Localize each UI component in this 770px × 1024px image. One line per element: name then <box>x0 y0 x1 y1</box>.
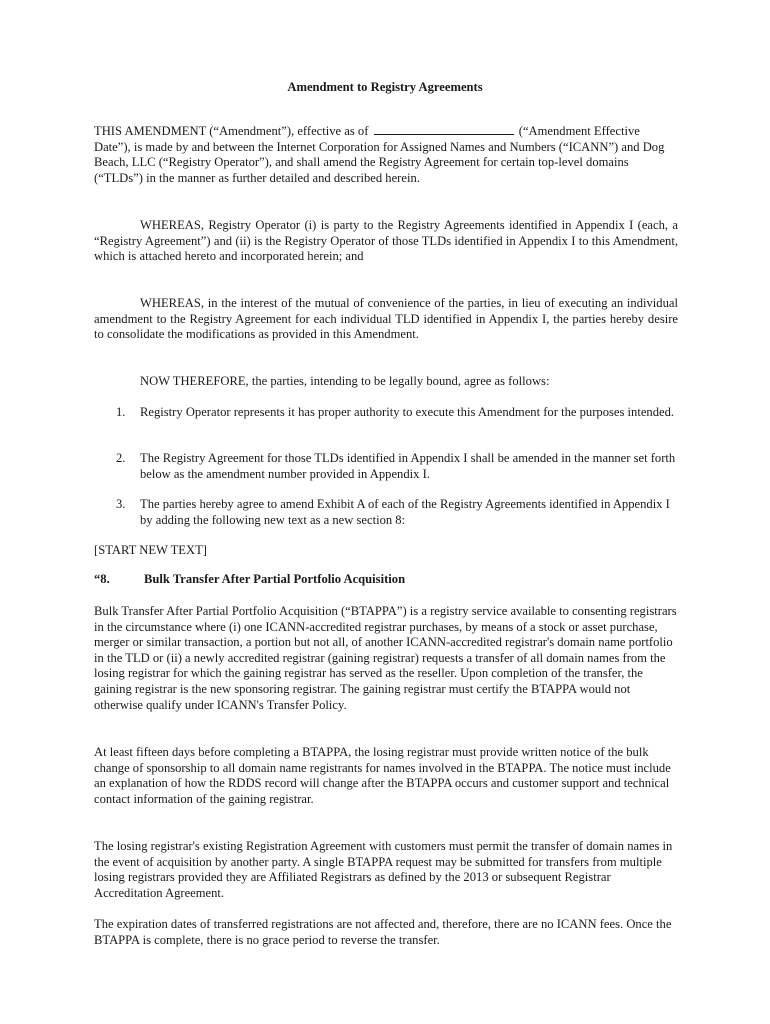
item-number: 1. <box>116 405 126 419</box>
item-text: The parties hereby agree to amend Exhibit A of each of the Registry Agreements identified in Appendix I by adding the following new text as a new section 8: <box>140 497 670 527</box>
document-title: Amendment to Registry Agreements <box>287 80 483 94</box>
btappa-paragraph-1: Bulk Transfer After Partial Portfolio Acquisition (“BTAPPA”) is a registry service available to consenting registrars in the circumstance where (i) one ICANN-accredited registrar purchases, by means of a stock or asset purchase, merger or similar transaction, a portion but not all, of another ICANN-accredited registrar's domain name portfolio in the TLD or (ii) a newly accredited registrar (gaining registrar) requests a transfer of all domain names from the losing registrar for which the gaining registrar has served as the reseller. Upon completion of the transfer, the gaining registrar is the new sponsoring registrar. The gaining registrar must certify the BTAPPA would not otherwise qualify under ICANN's Transfer Policy. <box>94 604 677 712</box>
numbered-item-1 <box>116 405 678 421</box>
start-new-text-marker: [START NEW TEXT] <box>94 543 207 557</box>
section-title: Bulk Transfer After Partial Portfolio Acquisition <box>144 572 406 586</box>
item-text: The Registry Agreement for those TLDs identified in Appendix I shall be amended in the manner set forth below as the amendment number provided in Appendix I. <box>140 451 676 481</box>
section-number: “8. <box>94 572 110 586</box>
btappa-paragraph-2: At least fifteen days before completing a BTAPPA, the losing registrar must provide written notice of the bulk change of sponsorship to all domain name registrants for names involved in the BTAPPA. The notice must include an explanation of how the RDDS record will change after the BTAPPA occurs and customer support and technical contact information of the gaining registrar. <box>94 745 671 806</box>
btappa-paragraph-4: The expiration dates of transferred registrations are not affected and, therefore, there are no ICANN fees. Once the BTAPPA is complete, there is no grace period to reverse the transfer. <box>94 917 672 947</box>
btappa-paragraph-3: The losing registrar's existing Registration Agreement with customers must permit the transfer of domain names in the event of acquisition by another party. A single BTAPPA request may be submitted for transfers from multiple losing registrars provided they are Affiliated Registrars as defined by the 2013 or subsequent Registrar Accreditation Agreement. <box>94 839 673 900</box>
effective-date-blank <box>374 124 514 135</box>
whereas-paragraph-2: WHEREAS, in the interest of the mutual of convenience of the parties, in lieu of executing an individual amendment to the Registry Agreement for each individual TLD identified in Appendix I, the parties hereby desire to consolidate the modifications as provided in this Amendment. <box>94 296 678 342</box>
item-number: 3. <box>116 497 126 511</box>
now-therefore-paragraph: NOW THEREFORE, the parties, intending to be legally bound, agree as follows: <box>140 374 550 388</box>
numbered-item-3 <box>116 497 678 528</box>
numbered-item-2 <box>116 451 678 482</box>
item-number: 2. <box>116 451 126 465</box>
intro-after-blank: (“Amendment Effective Date”), is made by and between the Internet Corporation for Assigned Names and Numbers (“ICANN”) and Dog Beach, LLC (“Registry Operator”), and shall amend the Registry Agreement for certain top-level domains (“TLDs”) in the manner as further detailed and described herein. <box>94 124 665 185</box>
section-heading <box>94 572 405 588</box>
item-text: Registry Operator represents it has proper authority to execute this Amendment for the purposes intended. <box>140 405 675 419</box>
intro-paragraph <box>94 124 678 186</box>
intro-before-blank: THIS AMENDMENT (“Amendment”), effective as of <box>94 124 369 138</box>
whereas-paragraph-1: WHEREAS, Registry Operator (i) is party to the Registry Agreements identified in Appendix I (each, a “Registry Agreement”) and (ii) is the Registry Operator of those TLDs identified in Appendix I to this Amendment, which is attached hereto and incorporated herein; and <box>94 218 678 264</box>
